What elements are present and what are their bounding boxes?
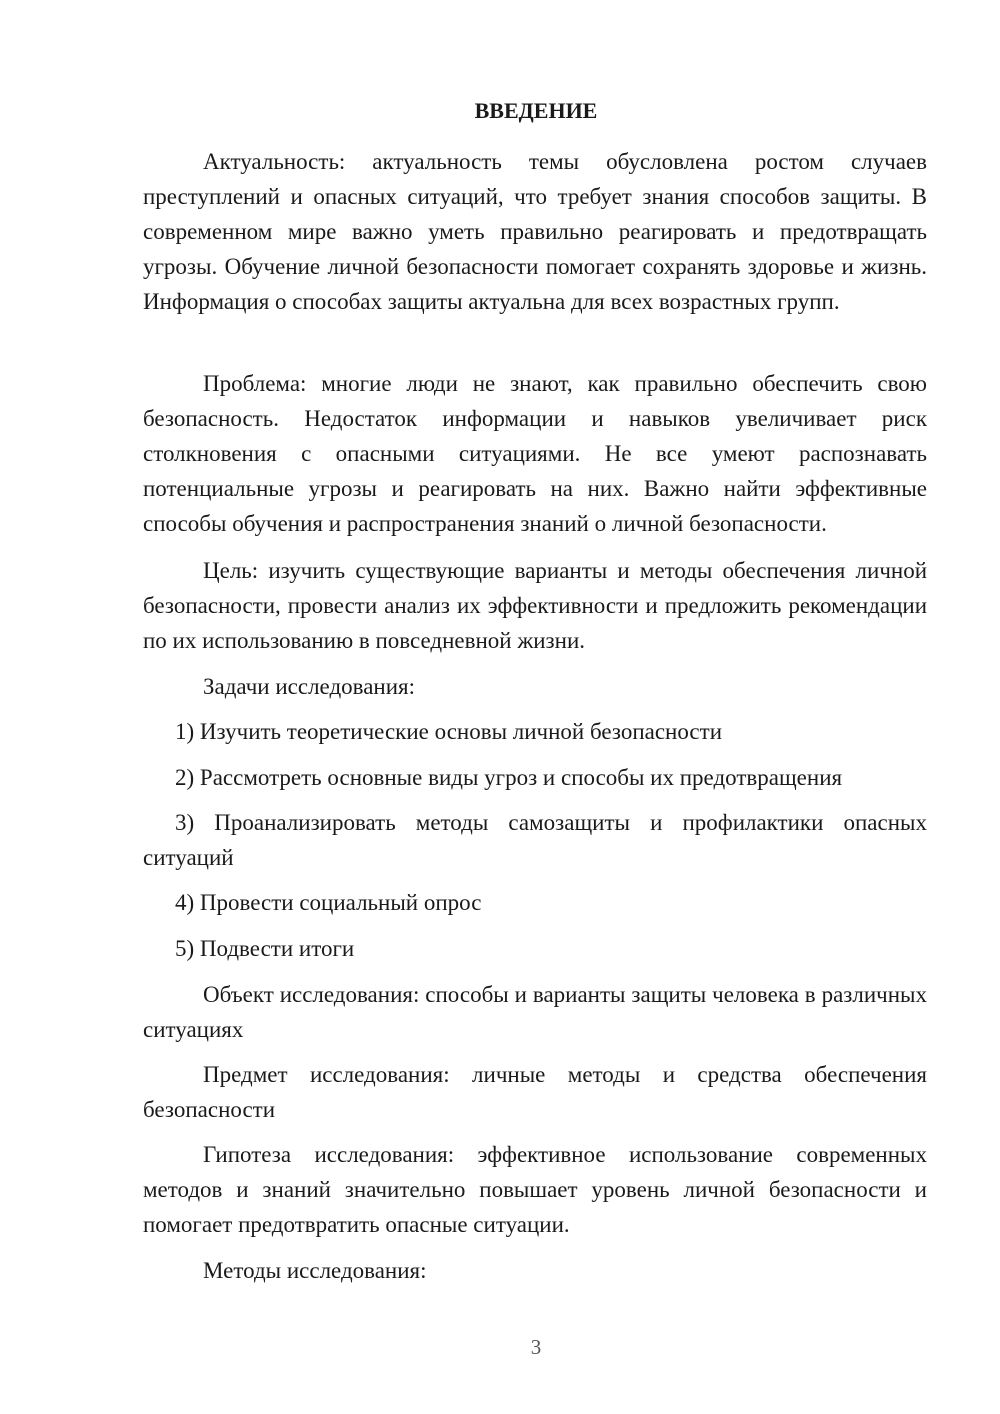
paragraph-problem: Проблема: многие люди не знают, как правильно обеспечить свою безопасность. Недостаток информации и навыков увеличивает риск столкновения с опасными ситуациями. Не все умеют распознавать потенциальные угрозы и реагировать на них. Важно найти эффективные способы обучения и распространения знаний о личной безопасности. [143, 371, 927, 536]
paragraph-tasks-heading: Задачи исследования: [203, 674, 416, 699]
paragraph-methods: Методы исследования: [203, 1258, 427, 1283]
paragraph-hypothesis: Гипотеза исследования: эффективное использование современных методов и знаний значительно повышает уровень личной безопасности и помогает предотвратить опасные ситуации. [143, 1142, 927, 1237]
task-item-3: 3) Проанализировать методы самозащиты и профилактики опасных ситуаций [143, 810, 927, 870]
task-item-1: 1) Изучить теоретические основы личной безопасности [175, 719, 723, 744]
page-number: 3 [530, 1335, 542, 1359]
task-item-5: 5) Подвести итоги [175, 936, 355, 961]
paragraph-relevance: Актуальность: актуальность темы обусловлена ростом случаев преступлений и опасных ситуаций, что требует знания способов защиты. В современном мире важно уметь правильно реагировать и предотвращать угрозы. Обучение личной безопасности помогает сохранять здоровье и жизнь. Информация о способах защиты актуальна для всех возрастных групп. [143, 149, 927, 314]
paragraph-subject: Предмет исследования: личные методы и средства обеспечения безопасности [143, 1062, 927, 1122]
page-title: ВВЕДЕНИЕ [474, 98, 598, 123]
paragraph-object: Объект исследования: способы и варианты защиты человека в различных ситуациях [143, 982, 927, 1042]
task-item-2: 2) Рассмотреть основные виды угроз и способы их предотвращения [175, 765, 843, 790]
task-item-4: 4) Провести социальный опрос [175, 890, 482, 915]
paragraph-goal: Цель: изучить существующие варианты и методы обеспечения личной безопасности, провести анализ их эффективности и предложить рекомендации по их использованию в повседневной жизни. [143, 558, 927, 653]
